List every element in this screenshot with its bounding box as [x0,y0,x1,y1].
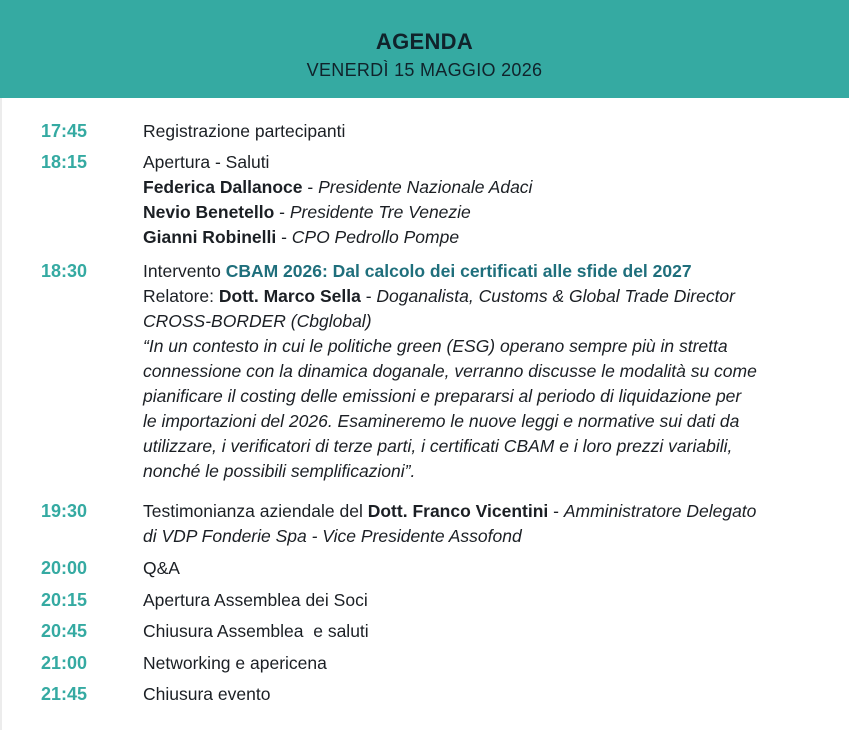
left-border [0,98,2,730]
agenda-text: Testimonianza aziendale del Dott. Franco Vicentini - Amministratore Delegato di VDP Fonderie Spa - Vice Presidente Assofond [143,501,757,546]
agenda-time: 18:15 [41,152,88,172]
agenda-time: 21:00 [41,653,88,673]
quote-line: nonché le possibili semplificazioni”. [143,461,416,481]
agenda-time: 20:00 [41,558,88,578]
agenda-time: 18:30 [41,261,88,281]
agenda-header [0,0,849,98]
agenda-text: Apertura Assemblea dei Soci [143,590,368,610]
quote-line: utilizzare, i verificatori di terze parti, i certificati CBAM e i loro prezzi variabili, [143,436,733,456]
agenda-text: Intervento CBAM 2026: Dal calcolo dei certificati alle sfide del 2027 Relatore: Dott. Marco Sella - Doganalista, Customs & Global Trade Director CROSS-BORDER (Cbglobal) “In un contesto in cui le politiche green (ESG) operano sempre più in stretta connessione con la dinamica doganale, verranno discusse le modalità su come pianificare il costing delle emissioni e prepararsi al periodo di liquidazione per le importazioni del 2026. Esamineremo le nuove leggi e normative sui dati da utilizzare, i verificatori di terze parti, i certificati CBAM e i loro prezzi variabili, nonché le possibili semplificazioni”. [143,259,823,484]
quote-line: pianificare il costing delle emissioni e prepararsi al periodo di liquidazione per [143,386,742,406]
agenda-time: 20:15 [41,590,88,610]
talk-line: Intervento CBAM 2026: Dal calcolo dei certificati alle sfide del 2027 [143,261,692,281]
agenda-text: Q&A [143,558,180,578]
talk-title: CBAM 2026: Dal calcolo dei certificati alle sfide del 2027 [225,261,692,281]
agenda-time: 17:45 [41,121,88,141]
agenda-text: Chiusura evento [143,684,271,704]
agenda-time: 19:30 [41,501,88,521]
speaker-line: Federica Dallanoce - Presidente Nazionale Adaci [143,177,533,197]
agenda-text: Networking e apericena [143,653,327,673]
page-title: AGENDA [375,29,474,54]
agenda-text: Apertura - Saluti Federica Dallanoce - Presidente Nazionale Adaci Nevio Benetello - Presidente Tre Venezie Gianni Robinelli - CPO Pedrollo Pompe [143,150,823,250]
quote-line: “In un contesto in cui le politiche green (ESG) operano sempre più in stretta [143,336,728,356]
agenda-time: 21:45 [41,684,88,704]
agenda-time: 20:45 [41,621,88,641]
quote-line: le importazioni del 2026. Esamineremo le nuove leggi e normative sui dati da [143,411,740,431]
speaker-line: Relatore: Dott. Marco Sella - Doganalista, Customs & Global Trade Director [143,286,735,306]
speaker-line: Nevio Benetello - Presidente Tre Venezie [143,202,471,222]
quote-line: connessione con la dinamica doganale, verranno discusse le modalità su come [143,361,757,381]
speaker-line: Gianni Robinelli - CPO Pedrollo Pompe [143,227,460,247]
agenda-text: Registrazione partecipanti [143,121,346,141]
agenda-text: Chiusura Assemblea e saluti [143,621,369,641]
event-date: VENERDÌ 15 MAGGIO 2026 [306,60,543,80]
